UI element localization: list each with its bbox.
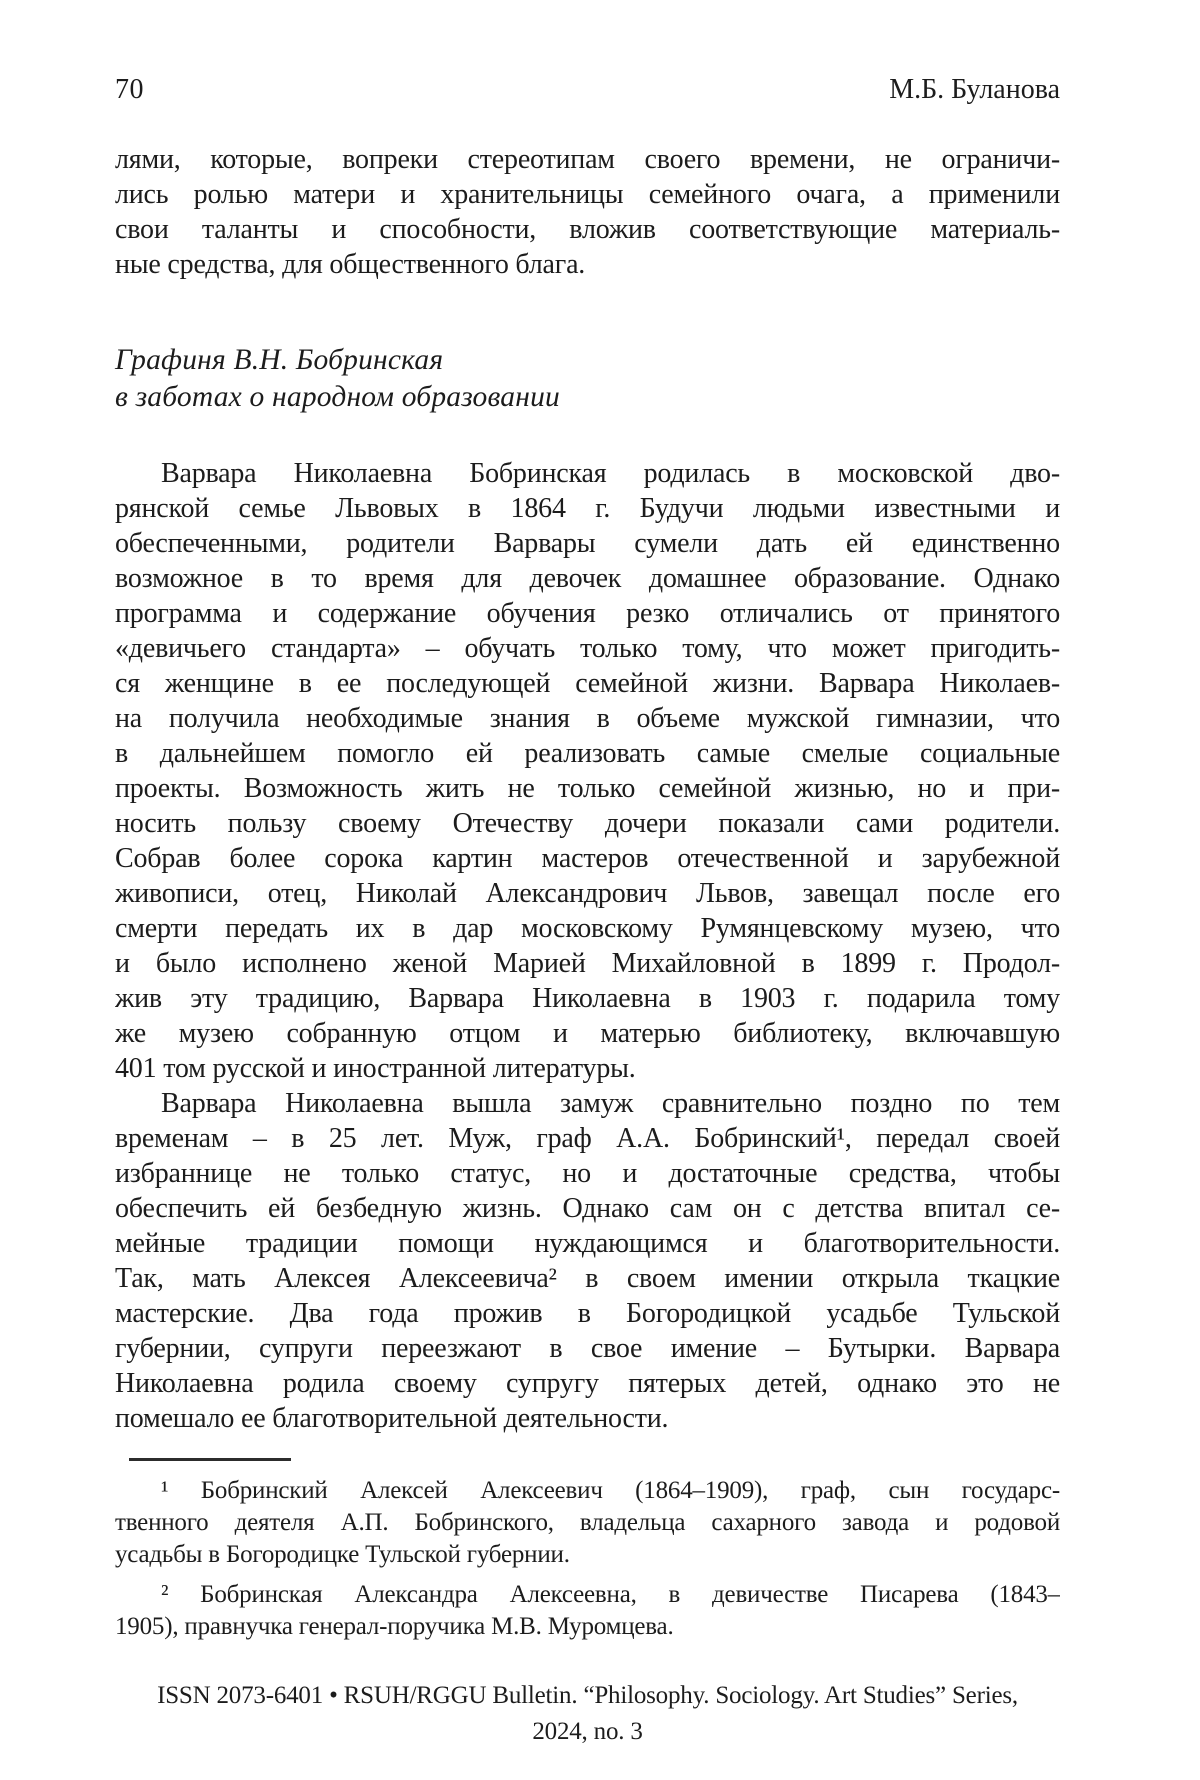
footnote-1	[115, 1475, 1060, 1571]
text-line: ные средства, для общественного блага.	[115, 249, 586, 280]
text-line: проекты. Возможность жить не только семейной жизнью, но и при-	[115, 773, 1060, 804]
text-line: Варвара Николаевна вышла замуж сравнительно поздно по тем	[161, 1088, 1060, 1119]
text-line: Так, мать Алексея Алексеевича² в своем имении открыла ткацкие	[115, 1263, 1060, 1294]
text-line: мастерские. Два года прожив в Богородицкой усадьбе Тульской	[115, 1298, 1060, 1329]
text-line: рянской семье Львовых в 1864 г. Будучи людьми известными и	[115, 493, 1060, 524]
text-line: носить пользу своему Отечеству дочери показали сами родители.	[115, 808, 1060, 839]
paragraph-continuation	[115, 142, 1060, 282]
paragraph-marriage	[115, 1086, 1060, 1436]
text-line: ся женщине в ее последующей семейной жизни. Варвара Николаев-	[115, 668, 1060, 699]
heading-line: в заботах о народном образовании	[115, 381, 560, 413]
text-line: «девичьего стандарта» – обучать только тому, что может пригодить-	[115, 633, 1060, 664]
text-line: временам – в 25 лет. Муж, граф А.А. Бобринский¹, передал своей	[115, 1123, 1060, 1154]
running-author: М.Б. Буланова	[889, 74, 1060, 105]
section-heading	[115, 342, 1060, 416]
text-line: же музею собранную отцом и матерью библиотеку, включавшую	[115, 1018, 1060, 1049]
footnote-2	[115, 1579, 1060, 1643]
text-line: в дальнейшем помогло ей реализовать самые смелые социальные	[115, 738, 1060, 769]
text-line: возможное в то время для девочек домашнее образование. Однако	[115, 563, 1060, 594]
text-line: Николаевна родила своему супругу пятерых детей, однако это не	[115, 1368, 1060, 1399]
text-line: программа и содержание обучения резко отличались от принятого	[115, 598, 1060, 629]
text-line: Варвара Николаевна Бобринская родилась в московской дво-	[161, 458, 1060, 489]
journal-footer	[115, 1678, 1060, 1750]
footnote-line: усадьбы в Богородицке Тульской губернии.	[115, 1541, 570, 1568]
text-line: и было исполнено женой Марией Михайловной в 1899 г. Продол-	[115, 948, 1060, 979]
text-line: смерти передать их в дар московскому Румянцевскому музею, что	[115, 913, 1060, 944]
footnote-line: ¹ Бобринский Алексей Алексеевич (1864–1909), граф, сын государс-	[161, 1477, 1060, 1504]
text-line: свои таланты и способности, вложив соответствующие материаль-	[115, 214, 1060, 245]
text-line: мейные традиции помощи нуждающимся и благотворительности.	[115, 1228, 1060, 1259]
text-line: губернии, супруги переезжают в свое имение – Бутырки. Варвара	[115, 1333, 1060, 1364]
running-head	[115, 74, 1060, 106]
footnote-line: ² Бобринская Александра Алексеевна, в девичестве Писарева (1843–	[161, 1581, 1060, 1608]
text-line: обеспеченными, родители Варвары сумели дать ей единственно	[115, 528, 1060, 559]
text-line: обеспечить ей безбедную жизнь. Однако сам он с детства впитал се-	[115, 1193, 1060, 1224]
text-line: помешало ее благотворительной деятельности.	[115, 1403, 669, 1434]
footnote-line: 1905), правнучка генерал-поручика М.В. Муромцева.	[115, 1613, 674, 1640]
text-line: лями, которые, вопреки стереотипам своего времени, не ограничи-	[115, 144, 1060, 175]
footer-issue-line: 2024, no. 3	[532, 1718, 643, 1745]
text-line: избраннице не только статус, но и достаточные средства, чтобы	[115, 1158, 1060, 1189]
text-line: Собрав более сорока картин мастеров отечественной и зарубежной	[115, 843, 1060, 874]
text-line: на получила необходимые знания в объеме мужской гимназии, что	[115, 703, 1060, 734]
heading-line: Графиня В.Н. Бобринская	[115, 344, 444, 376]
text-block	[115, 74, 1060, 1643]
footnote-separator	[129, 1458, 291, 1461]
footer-issn-line: ISSN 2073-6401 • RSUH/RGGU Bulletin. “Philosophy. Sociology. Art Studies” Series,	[157, 1682, 1018, 1709]
text-line: живописи, отец, Николай Александрович Львов, завещал после его	[115, 878, 1060, 909]
paragraph-biography	[115, 456, 1060, 1086]
footnote-line: твенного деятеля А.П. Бобринского, владельца сахарного завода и родовой	[115, 1509, 1060, 1536]
text-line: лись ролью матери и хранительницы семейного очага, а применили	[115, 179, 1060, 210]
text-line: жив эту традицию, Варвара Николаевна в 1903 г. подарила тому	[115, 983, 1060, 1014]
page-number: 70	[115, 74, 144, 105]
text-line: 401 том русской и иностранной литературы.	[115, 1053, 636, 1084]
